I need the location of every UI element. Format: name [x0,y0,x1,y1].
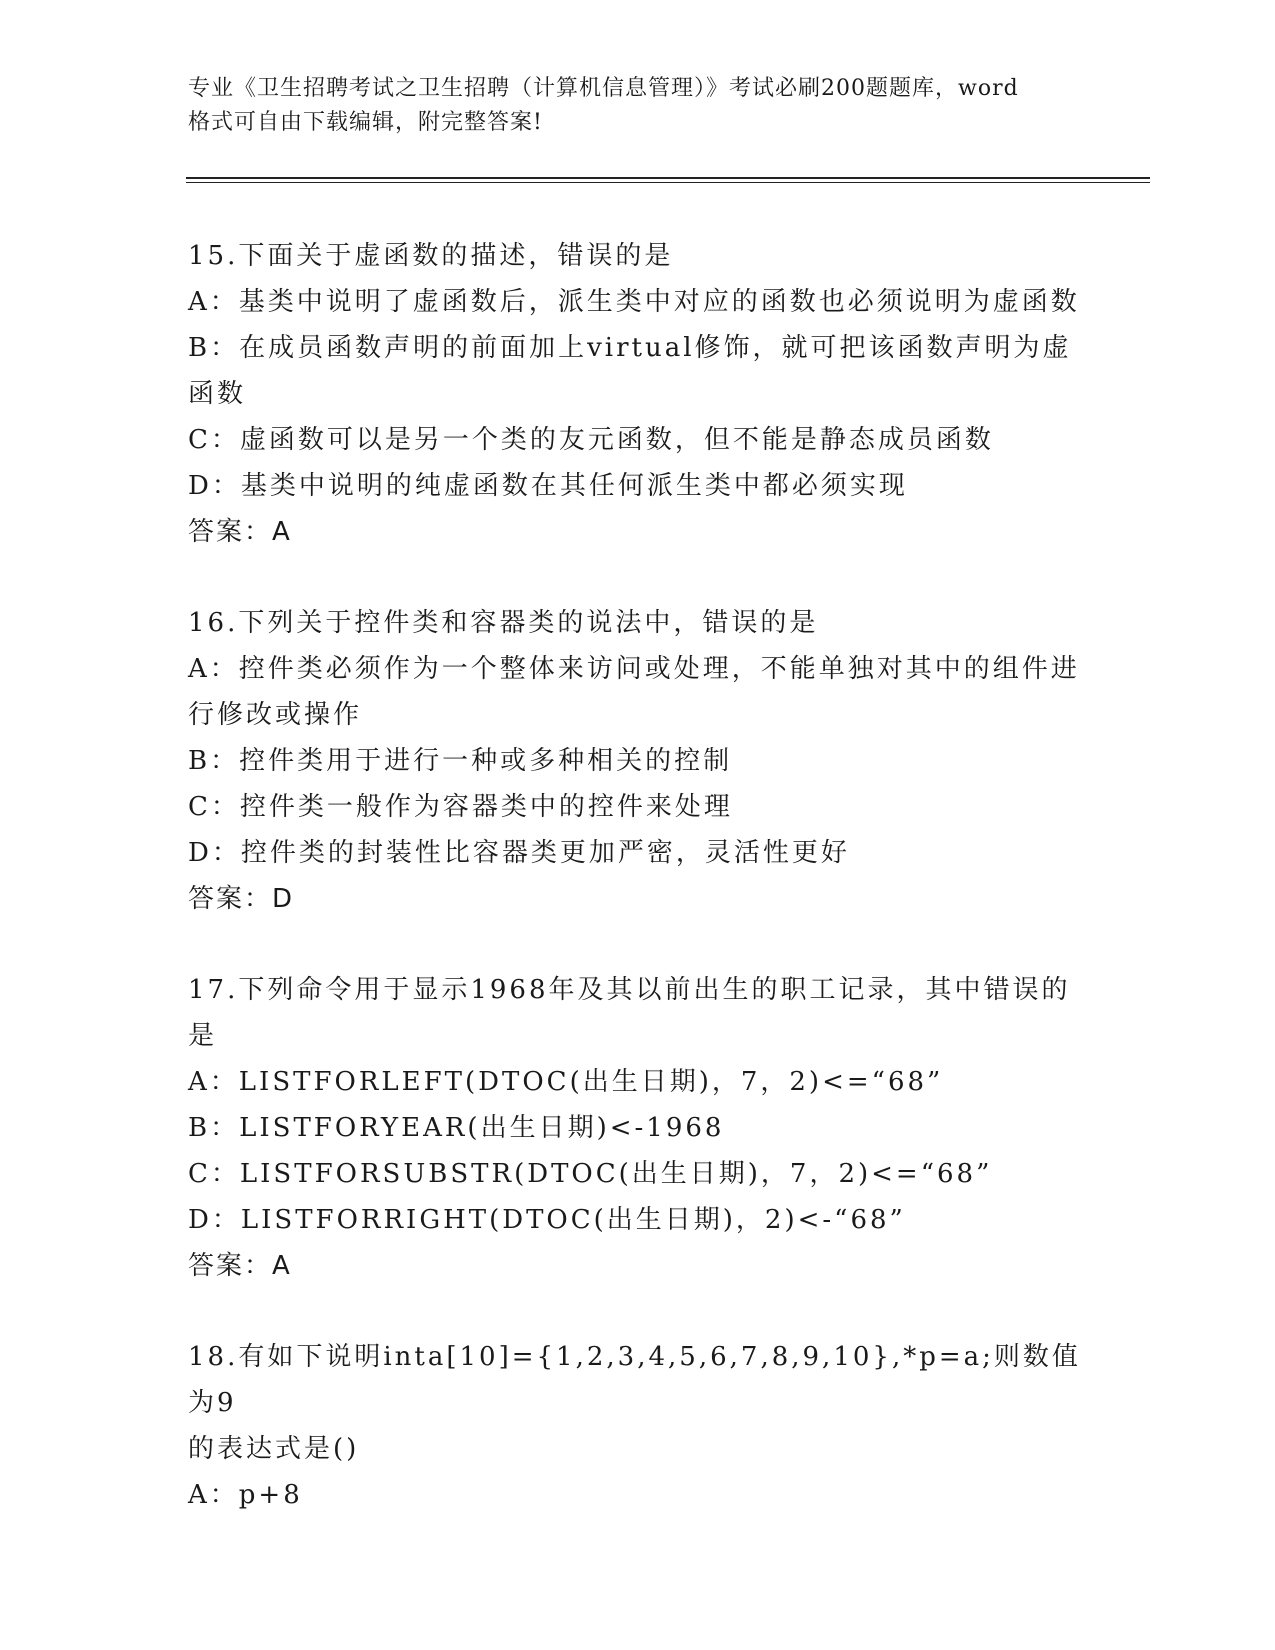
question-stem: 16.下列关于控件类和容器类的说法中，错误的是 [188,608,819,638]
header-line-1: 专业《卫生招聘考试之卫生招聘（计算机信息管理）》考试必刷200题题库，word [188,76,1019,101]
header-line-2: 格式可自由下载编辑，附完整答案! [188,110,543,135]
option-c: C：LISTFORSUBSTR(DTOC(出生日期)，7，2)<=“68” [188,1159,993,1189]
question-17 [188,967,1088,1289]
option-d: D：LISTFORRIGHT(DTOC(出生日期)，2)<-“68” [188,1205,906,1235]
question-stem: 15.下面关于虚函数的描述，错误的是 [188,241,674,271]
question-list [188,233,1088,1563]
option-b-continued: 函数 [188,379,247,409]
option-b: B：LISTFORYEAR(出生日期)<-1968 [188,1113,725,1143]
option-b: B：控件类用于进行一种或多种相关的控制 [188,746,733,776]
answer-label: 答案：A [188,517,292,547]
option-b: B：在成员函数声明的前面加上virtual修饰，就可把该函数声明为虚 [188,333,1072,363]
answer-label: 答案：D [188,884,295,914]
option-a: A：LISTFORLEFT(DTOC(出生日期)，7，2)<=“68” [188,1067,944,1097]
option-a: A：p+8 [188,1480,303,1510]
question-stem-continued: 的表达式是() [188,1434,360,1464]
option-a: A：基类中说明了虚函数后，派生类中对应的函数也必须说明为虚函数 [188,287,1080,317]
question-stem: 18.有如下说明inta[10]={1,2,3,4,5,6,7,8,9,10},*p=a;则数值为9 [188,1342,1081,1418]
answer-label: 答案：A [188,1251,292,1281]
document-header [188,72,1088,140]
option-d: D：控件类的封装性比容器类更加严密，灵活性更好 [188,838,850,868]
question-15 [188,233,1088,555]
option-d: D：基类中说明的纯虚函数在其任何派生类中都必须实现 [188,471,908,501]
header-divider-thick [186,177,1150,179]
question-16 [188,600,1088,922]
header-divider-thin [186,182,1150,183]
question-18 [188,1334,1088,1518]
option-c: C：虚函数可以是另一个类的友元函数，但不能是静态成员函数 [188,425,994,455]
option-c: C：控件类一般作为容器类中的控件来处理 [188,792,733,822]
option-a-continued: 行修改或操作 [188,700,363,730]
question-stem: 17.下列命令用于显示1968年及其以前出生的职工记录，其中错误的 [188,975,1071,1005]
question-stem-continued: 是 [188,1021,218,1051]
option-a: A：控件类必须作为一个整体来访问或处理，不能单独对其中的组件进 [188,654,1080,684]
